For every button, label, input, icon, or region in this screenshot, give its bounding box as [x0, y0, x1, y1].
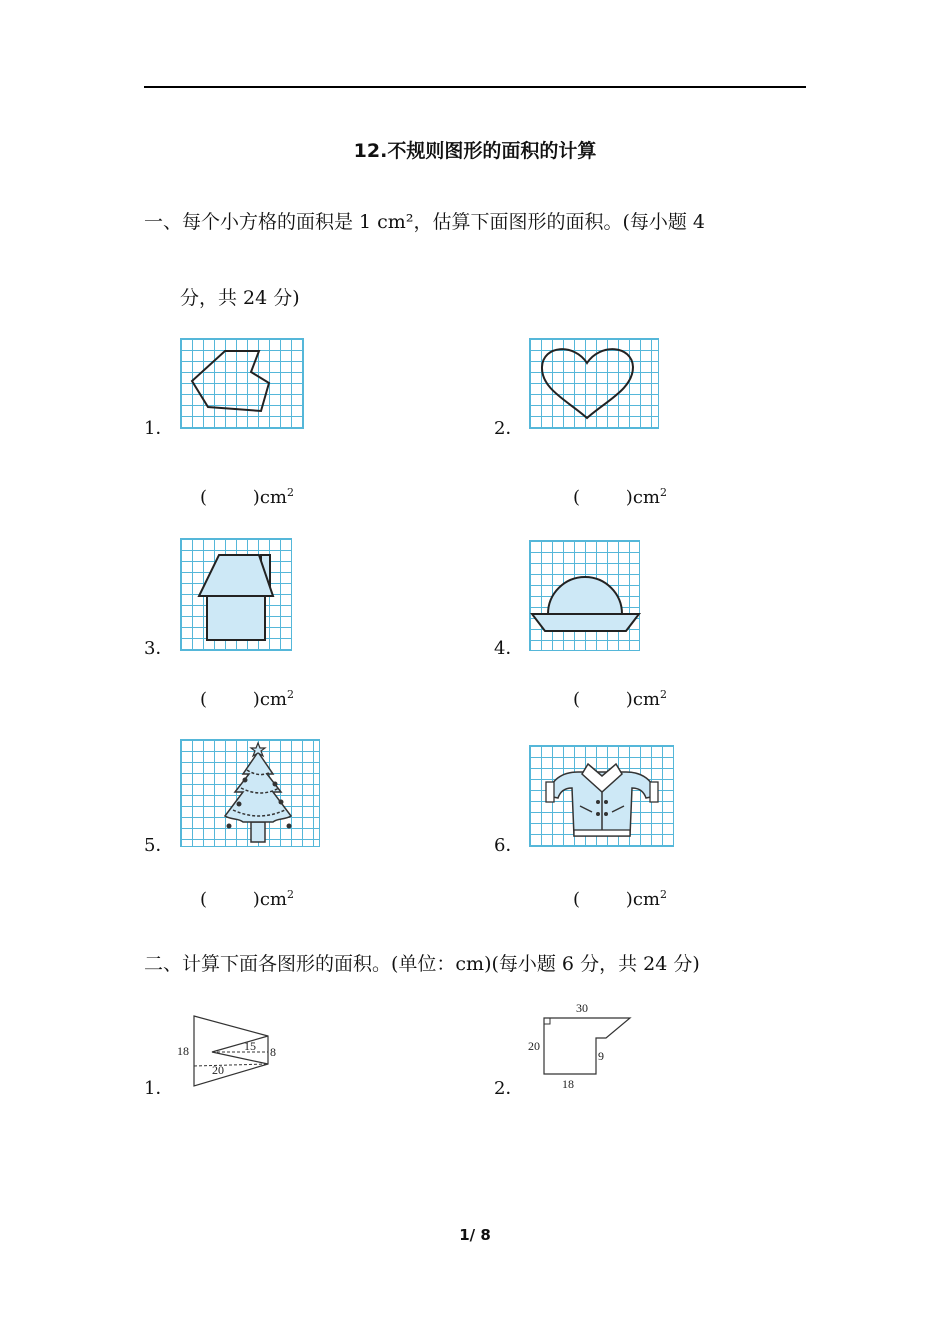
label-8: 8: [270, 1045, 276, 1059]
label-15: 15: [244, 1039, 256, 1053]
answer-blank: ( )$cm^2$: [573, 688, 667, 710]
label-20: 20: [212, 1063, 224, 1077]
grid-figure-house: [180, 538, 292, 651]
answer-blank: ( )$cm^2$: [200, 888, 294, 910]
grid-figure-hat: [529, 540, 640, 651]
label-18: 18: [177, 1044, 189, 1058]
item-number: 6．: [494, 835, 524, 856]
item-number: 2．: [494, 418, 524, 439]
section2-heading: 二、计算下面各图形的面积。(单位：cm)(每小题 6 分，共 24 分): [144, 953, 700, 975]
trapezoid-figure: [172, 1010, 292, 1090]
answer-blank: ( )$cm^2$: [200, 688, 294, 710]
section1-heading: 一、每个小方格的面积是 1 cm²，估算下面图形的面积。(每小题 4: [144, 211, 705, 233]
grid-figure-polygon: [180, 338, 304, 429]
item-number: 1．: [144, 1078, 174, 1099]
item-number: 4．: [494, 638, 524, 659]
label-20: 20: [528, 1039, 540, 1053]
page-title: 12.不规则图形的面积的计算: [353, 140, 597, 162]
right-angle-mark: [544, 1018, 550, 1024]
answer-blank: ( )$cm^2$: [573, 486, 667, 508]
item-number: 1．: [144, 418, 174, 439]
pentagon-figure: [544, 1018, 630, 1074]
answer-blank: ( )$cm^2$: [200, 486, 294, 508]
item-number: 5．: [144, 835, 174, 856]
grid-figure-christmas-tree: [180, 739, 320, 847]
grid-figure-heart: [529, 338, 659, 429]
grid-figure-jacket: [529, 745, 674, 847]
item-number: 2．: [494, 1078, 524, 1099]
label-9: 9: [598, 1049, 604, 1063]
label-30: 30: [576, 1001, 588, 1015]
label-18: 18: [562, 1077, 574, 1091]
page-number: 1/ 8: [459, 1226, 491, 1244]
section1-heading-cont: 分，共 24 分): [180, 287, 300, 309]
answer-blank: ( )$cm^2$: [573, 888, 667, 910]
header-rule: [144, 86, 806, 88]
item-number: 3．: [144, 638, 174, 659]
